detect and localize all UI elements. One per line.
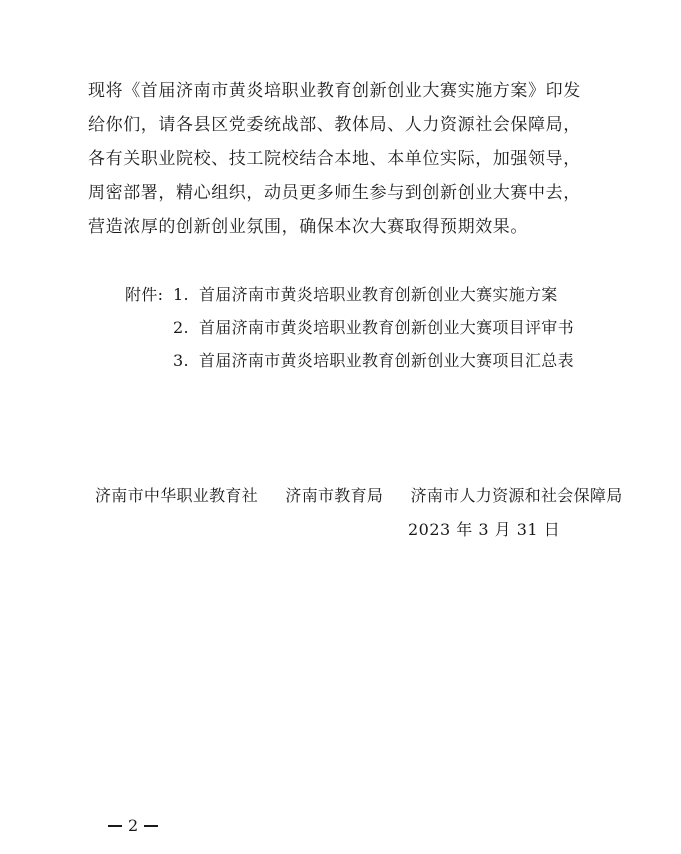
- attachments-list: [125, 278, 574, 377]
- page-footer: [108, 814, 158, 838]
- dash-left: [108, 825, 122, 827]
- signer-organization: 济南市人力资源和社会保障局: [410, 486, 623, 505]
- dash-right: [144, 825, 158, 827]
- attachment-title: 首届济南市黄炎培职业教育创新创业大赛项目评审书: [199, 318, 574, 337]
- attachment-item: [125, 344, 574, 377]
- attachment-title: 首届济南市黄炎培职业教育创新创业大赛实施方案: [199, 285, 558, 304]
- attachments-prefix: 附件:: [125, 285, 164, 304]
- attachment-item: [125, 278, 574, 311]
- body-line: 给你们，请各县区党委统战部、教体局、人力资源社会保障局，: [88, 115, 581, 135]
- issue-date: 2023 年 3 月 31 日: [408, 520, 561, 539]
- body-line: 营造浓厚的创新创业氛围，确保本次大赛取得预期效果。: [88, 217, 528, 237]
- body-line: 周密部署，精心组织，动员更多师生参与到创新创业大赛中去，: [88, 183, 581, 203]
- body-paragraph: [88, 74, 608, 244]
- body-line: 现将《首届济南市黄炎培职业教育创新创业大赛实施方案》印发: [88, 81, 581, 101]
- attachment-number: 1.: [173, 285, 189, 304]
- attachment-title: 首届济南市黄炎培职业教育创新创业大赛项目汇总表: [199, 351, 574, 370]
- page-number: 2: [128, 816, 139, 835]
- issuing-organizations: [95, 482, 623, 510]
- body-line: 各有关职业院校、技工院校结合本地、本单位实际，加强领导，: [88, 149, 581, 169]
- signer-organization: 济南市中华职业教育社: [95, 486, 259, 505]
- signer-organization: 济南市教育局: [285, 486, 384, 505]
- attachment-number: 3.: [173, 351, 189, 370]
- attachment-item: [125, 311, 574, 344]
- attachment-number: 2.: [173, 318, 189, 337]
